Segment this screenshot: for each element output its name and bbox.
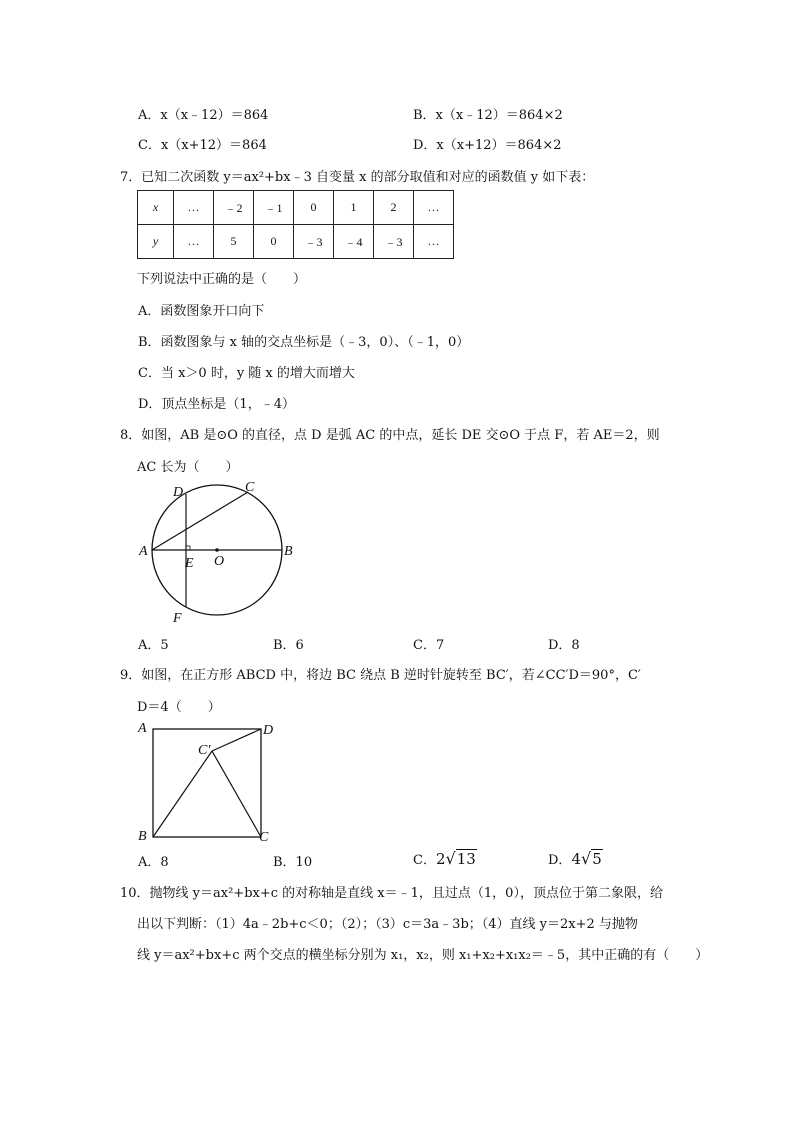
- sqrt-icon: √: [445, 849, 456, 868]
- q8-option-c: C．7: [413, 638, 445, 653]
- option-prefix: C．: [413, 853, 436, 868]
- q9-square-figure: [130, 714, 280, 844]
- table-cell: y: [138, 225, 174, 259]
- label-d: D: [173, 485, 184, 500]
- q7-prompt: 下列说法中正确的是（ ）: [137, 272, 307, 287]
- label-b: B: [284, 544, 293, 559]
- q9-option-c: [413, 849, 477, 868]
- table-cell: …: [174, 191, 214, 225]
- table-cell: …: [414, 191, 454, 225]
- q8-circle-figure: [130, 474, 310, 630]
- label-a: A: [138, 721, 147, 736]
- label-o: O: [214, 554, 225, 569]
- label-f: F: [173, 611, 182, 626]
- label-b: B: [138, 829, 147, 844]
- option-prefix: D．: [548, 853, 572, 868]
- q7-option-c: C．当 x＞0 时，y 随 x 的增大而增大: [138, 366, 355, 381]
- label-a: A: [139, 544, 148, 559]
- segment-cprime-c: [212, 751, 261, 837]
- label-e: E: [185, 556, 194, 571]
- q9-option-d: [548, 849, 603, 868]
- q6-option-b: B．x（x﹣12）＝864×2: [413, 108, 563, 123]
- table-cell: 1: [334, 191, 374, 225]
- table-cell: …: [414, 225, 454, 259]
- q10-line2: 出以下判断：（1）4a﹣2b+c＜0；（2）；（3）c＝3a﹣3b；（4）直线 y＝2x+2 与抛物: [137, 917, 638, 932]
- label-d: D: [263, 723, 274, 738]
- q6-option-c: C．x（x+12）＝864: [138, 138, 267, 153]
- q10-line3: 线 y＝ax²+bx+c 两个交点的横坐标分别为 x₁，x₂，则 x₁+x₂+x₁x₂＝﹣5，其中正确的有（ ）: [137, 948, 709, 963]
- table-cell: ﹣3: [374, 225, 414, 259]
- q8-option-a: A．5: [138, 638, 169, 653]
- q7-option-a: A．函数图象开口向下: [138, 304, 265, 319]
- q8-option-d: D．8: [548, 638, 580, 653]
- q8-stem-line2: AC 长为（ ）: [137, 460, 239, 475]
- table-row-x: [138, 191, 454, 225]
- label-c-prime: C′: [198, 743, 211, 758]
- q9-stem-line1: 9．如图，在正方形 ABCD 中，将边 BC 绕点 B 逆时针旋转至 BC′，若∠CC′D＝90°，C′: [120, 668, 641, 683]
- q8-option-b: B．6: [273, 638, 304, 653]
- q10-line1: 10．抛物线 y＝ax²+bx+c 的对称轴是直线 x＝﹣1，且过点（1，0），顶点位于第二象限，给: [120, 886, 663, 901]
- table-cell: ﹣4: [334, 225, 374, 259]
- q7-stem: 7．已知二次函数 y＝ax²+bx﹣3 自变量 x 的部分取值和对应的函数值 y 如下表：: [120, 170, 595, 185]
- q9-option-a: A．8: [138, 855, 169, 870]
- segment-b-cprime: [153, 751, 212, 837]
- coefficient: 4: [571, 850, 581, 868]
- segment-cprime-d: [212, 729, 261, 751]
- table-cell: ﹣2: [214, 191, 254, 225]
- table-cell: ﹣3: [294, 225, 334, 259]
- table-cell: 5: [214, 225, 254, 259]
- table-row-y: [138, 225, 454, 259]
- radicand: 5: [592, 850, 602, 868]
- center-dot: [215, 548, 219, 552]
- q9-stem-line2: D＝4（ ）: [137, 700, 221, 715]
- q9-option-b: B．10: [273, 855, 313, 870]
- table-cell: x: [138, 191, 174, 225]
- coefficient: 2: [435, 850, 446, 868]
- label-c: C: [259, 830, 269, 844]
- label-c: C: [245, 480, 255, 495]
- radicand: 13: [456, 850, 476, 868]
- table-cell: 0: [254, 225, 294, 259]
- chord-ac: [152, 492, 248, 550]
- q7-option-d: D．顶点坐标是（1，﹣4）: [138, 397, 295, 412]
- table-cell: 0: [294, 191, 334, 225]
- sqrt-icon: √: [580, 849, 592, 868]
- q8-stem-line1: 8．如图，AB 是⊙O 的直径，点 D 是弧 AC 的中点，延长 DE 交⊙O 于点 F，若 AE＝2，则: [120, 428, 660, 443]
- q6-option-a: A．x（x﹣12）＝864: [138, 108, 269, 123]
- table-cell: 2: [374, 191, 414, 225]
- table-cell: ﹣1: [254, 191, 294, 225]
- q7-option-b: B．函数图象与 x 轴的交点坐标是（﹣3，0）、（﹣1，0）: [138, 335, 470, 350]
- q7-value-table: [137, 190, 454, 259]
- q6-option-d: D．x（x+12）＝864×2: [413, 138, 562, 153]
- table-cell: …: [174, 225, 214, 259]
